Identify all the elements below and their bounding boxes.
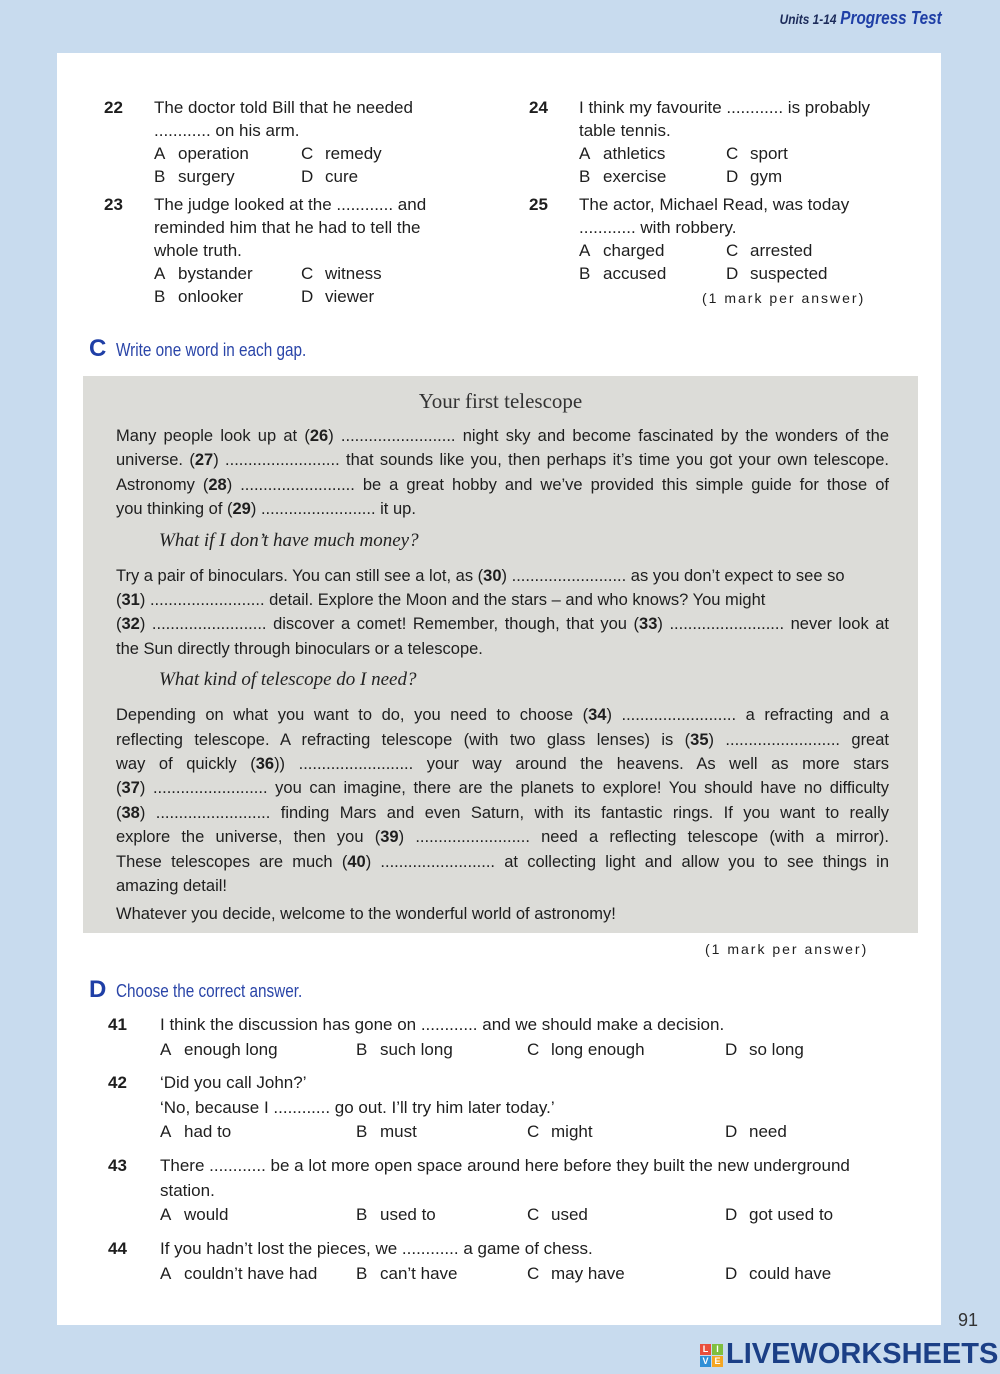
question-text: ‘No, because I ............ go out. I’ll try him later today.’ xyxy=(160,1097,555,1117)
option-letter: C xyxy=(527,1039,540,1059)
logo-mark-icon: L I V E xyxy=(700,1344,723,1367)
option-text: used xyxy=(551,1205,588,1224)
passage-line: (38) ......................... finding Mars and even Saturn, with its fantastic rings. If you want to really xyxy=(116,803,889,822)
option-letter: A xyxy=(154,144,166,163)
answer-option xyxy=(579,142,665,165)
option-letter: C xyxy=(301,264,314,283)
option-letter: D xyxy=(726,264,739,283)
option-text: enough long xyxy=(184,1039,278,1059)
option-text: charged xyxy=(603,241,665,260)
question-text: ‘Did you call John?’ xyxy=(160,1073,307,1092)
option-letter: B xyxy=(356,1039,368,1059)
option-text: had to xyxy=(184,1122,232,1141)
option-text: onlooker xyxy=(178,287,244,306)
question-number: 44 xyxy=(108,1239,127,1258)
passage-subheading: What if I don’t have much money? xyxy=(159,529,419,551)
question-text: ............ with robbery. xyxy=(579,218,737,237)
option-letter: C xyxy=(726,241,739,260)
gap-number: 39 xyxy=(380,828,399,847)
option-letter: C xyxy=(527,1122,540,1141)
passage-line: Astronomy (28) ......................... be a great hobby and we’ve provided this simple guide for those of xyxy=(116,475,889,494)
section-instruction: Choose the correct answer. xyxy=(116,981,303,1001)
answer-option xyxy=(356,1203,436,1227)
answer-option xyxy=(301,142,382,165)
passage-line: (32) ......................... discover a comet! Remember, though, that you (33) ......................... never look at xyxy=(116,615,890,634)
passage-line: you thinking of (29) ......................... it up. xyxy=(116,500,416,519)
option-letter: A xyxy=(160,1039,172,1059)
page-header xyxy=(780,8,942,29)
gap-number: 34 xyxy=(588,706,607,725)
option-letter: B xyxy=(579,264,591,283)
gap-number: 36 xyxy=(255,755,275,773)
question-text: whole truth. xyxy=(154,241,242,260)
option-text: need xyxy=(749,1122,787,1141)
passage-line: reflecting telescope. A refracting telescope (with two glass lenses) is (35) ......................... great xyxy=(116,730,889,749)
progress-test-title: Progress Test xyxy=(840,8,942,28)
question-text: station. xyxy=(160,1180,215,1200)
option-letter: B xyxy=(579,167,591,186)
marks-note: (1 mark per answer) xyxy=(702,290,866,306)
option-letter: C xyxy=(301,144,314,163)
answer-option xyxy=(160,1120,231,1144)
option-letter: D xyxy=(725,1263,738,1283)
passage-line: Try a pair of binoculars. You can still see a lot, as (30) ......................... as you don’t expect to see so xyxy=(116,566,845,585)
option-letter: D xyxy=(301,167,314,186)
option-letter: A xyxy=(579,241,591,260)
option-text: can’t have xyxy=(380,1263,458,1283)
option-text: witness xyxy=(325,264,382,283)
option-text: bystander xyxy=(178,264,253,283)
option-letter: A xyxy=(160,1122,172,1141)
option-letter: C xyxy=(527,1205,540,1224)
passage-line: explore the universe, then you (39) ......................... need a reflecting telescope (with a mirror). xyxy=(116,828,889,847)
question-text: If you hadn’t lost the pieces, we ............ a game of chess. xyxy=(160,1239,593,1258)
option-letter: B xyxy=(154,167,166,186)
question-text: There ............ be a lot more open space around here before they built the new underground xyxy=(160,1156,850,1175)
passage-subheading: What kind of telescope do I need? xyxy=(159,669,417,691)
passage-line: (31) ......................... detail. Explore the Moon and the stars – and who knows? You might xyxy=(116,591,766,609)
passage-line: Depending on what you want to do, you need to choose (34) ......................... a refracting and a xyxy=(116,706,889,725)
option-text: may have xyxy=(551,1263,625,1283)
question-number: 43 xyxy=(108,1156,127,1175)
passage-line: universe. (27) ......................... that sounds like you, then perhaps it’s time you got your own telescope. xyxy=(116,451,889,470)
answer-option xyxy=(726,142,788,165)
answer-option xyxy=(356,1038,453,1062)
option-letter: D xyxy=(725,1205,738,1224)
marks-note: (1 mark per answer) xyxy=(705,941,869,957)
answer-option xyxy=(726,165,782,188)
question-text: The actor, Michael Read, was today xyxy=(579,195,850,214)
gap-number: 40 xyxy=(347,852,366,871)
passage-box xyxy=(83,376,918,933)
option-letter: D xyxy=(725,1122,738,1141)
passage-line: amazing detail! xyxy=(116,877,227,895)
section-instruction: Write one word in each gap. xyxy=(116,340,307,360)
option-text: athletics xyxy=(603,144,666,163)
section-letter: D xyxy=(89,976,107,1003)
option-letter: C xyxy=(527,1263,540,1283)
gap-number: 30 xyxy=(483,566,502,585)
option-letter: B xyxy=(154,287,166,306)
passage-line: the Sun directly through binoculars or a telescope. xyxy=(116,639,483,658)
option-text: couldn’t have had xyxy=(184,1263,318,1283)
option-text: sport xyxy=(750,144,788,163)
option-text: remedy xyxy=(325,144,382,163)
question-text: The doctor told Bill that he needed xyxy=(154,98,413,117)
option-letter: A xyxy=(160,1263,172,1283)
answer-option xyxy=(579,239,664,262)
answer-option xyxy=(356,1262,458,1286)
question-number: 23 xyxy=(104,195,123,214)
option-text: exercise xyxy=(603,167,667,186)
answer-option xyxy=(527,1120,593,1144)
option-text: such long xyxy=(380,1039,453,1059)
answer-option xyxy=(301,262,382,285)
passage-line: Whatever you decide, welcome to the wonderful world of astronomy! xyxy=(116,905,616,924)
option-letter: B xyxy=(356,1122,368,1141)
passage-title: Your first telescope xyxy=(418,389,583,413)
option-letter: A xyxy=(579,144,591,163)
answer-option xyxy=(726,239,812,262)
answer-option xyxy=(725,1262,831,1286)
question-text: I think my favourite ............ is probably xyxy=(579,98,871,117)
liveworksheets-logo xyxy=(700,1338,998,1371)
option-text: long enough xyxy=(551,1039,645,1059)
option-letter: B xyxy=(356,1205,368,1224)
answer-option xyxy=(154,142,249,165)
answer-option xyxy=(154,262,253,285)
answer-option xyxy=(301,165,358,188)
passage-line: Many people look up at (26) ......................... night sky and become fascinated by the wonders of the xyxy=(116,427,889,445)
option-letter: A xyxy=(154,264,166,283)
gap-number: 32 xyxy=(121,615,140,634)
option-text: arrested xyxy=(750,241,813,260)
question-number: 25 xyxy=(529,195,548,214)
answer-option xyxy=(301,285,374,308)
question-text: reminded him that he had to tell the xyxy=(154,218,421,237)
logo-text: LIVEWORKSHEETS xyxy=(726,1338,999,1370)
answer-option xyxy=(726,262,828,285)
option-letter: C xyxy=(726,144,739,163)
gap-number: 35 xyxy=(690,730,709,749)
gap-number: 28 xyxy=(208,475,227,494)
option-text: accused xyxy=(603,264,667,283)
gap-number: 33 xyxy=(639,615,658,634)
gap-number: 27 xyxy=(194,451,214,470)
answer-option xyxy=(527,1262,625,1286)
answer-option xyxy=(154,285,243,308)
option-letter: D xyxy=(301,287,314,306)
gap-number: 31 xyxy=(121,591,140,609)
question-text: I think the discussion has gone on ............ and we should make a decision. xyxy=(160,1015,725,1034)
option-letter: D xyxy=(726,167,739,186)
gap-number: 38 xyxy=(121,803,140,822)
answer-option xyxy=(725,1038,804,1062)
answer-option xyxy=(160,1262,317,1286)
answer-option xyxy=(725,1203,833,1227)
passage-line: These telescopes are much (40) ......................... at collecting light and allow you to see things in xyxy=(116,852,889,871)
section-letter: C xyxy=(89,335,107,362)
question-number: 42 xyxy=(108,1073,127,1092)
answer-option xyxy=(356,1120,417,1144)
passage-line: (37) ......................... you can imagine, there are the planets to explore! You should have no difficulty xyxy=(116,779,889,798)
section-c-heading xyxy=(89,335,340,363)
question-text: The judge looked at the ............ and xyxy=(154,195,427,214)
answer-option xyxy=(725,1120,787,1144)
question-number: 41 xyxy=(108,1015,127,1034)
gap-number: 37 xyxy=(121,779,140,798)
worksheet-page xyxy=(57,53,941,1325)
gap-number: 29 xyxy=(232,500,251,519)
option-text: got used to xyxy=(749,1205,834,1224)
option-letter: D xyxy=(725,1039,738,1059)
option-text: suspected xyxy=(750,264,828,283)
answer-option xyxy=(527,1038,645,1062)
passage-line: way of quickly (36)) ......................... your way around the heavens. As well as more stars xyxy=(116,755,890,773)
answer-option xyxy=(160,1038,278,1062)
option-letter: A xyxy=(160,1205,172,1224)
question-number: 22 xyxy=(104,98,123,117)
option-text: so long xyxy=(749,1039,804,1059)
answer-option xyxy=(579,262,666,285)
question-text: table tennis. xyxy=(579,121,671,140)
answer-option xyxy=(160,1203,228,1227)
option-text: gym xyxy=(750,167,783,186)
option-text: could have xyxy=(749,1263,832,1283)
option-text: cure xyxy=(325,167,359,186)
page-number: 91 xyxy=(958,1310,979,1330)
option-text: would xyxy=(184,1205,229,1224)
answer-option xyxy=(579,165,666,188)
answer-option xyxy=(154,165,235,188)
gap-number: 26 xyxy=(309,427,329,445)
option-text: used to xyxy=(380,1205,436,1224)
option-letter: B xyxy=(356,1263,368,1283)
option-text: might xyxy=(551,1122,593,1141)
option-text: must xyxy=(380,1122,417,1141)
section-d-heading xyxy=(89,976,335,1004)
question-text: ............ on his arm. xyxy=(154,121,300,140)
option-text: surgery xyxy=(178,167,235,186)
question-number: 24 xyxy=(529,98,548,117)
answer-option xyxy=(527,1203,588,1227)
units-label: Units 1-14 xyxy=(779,11,837,27)
option-text: operation xyxy=(178,144,249,163)
option-text: viewer xyxy=(325,287,375,306)
